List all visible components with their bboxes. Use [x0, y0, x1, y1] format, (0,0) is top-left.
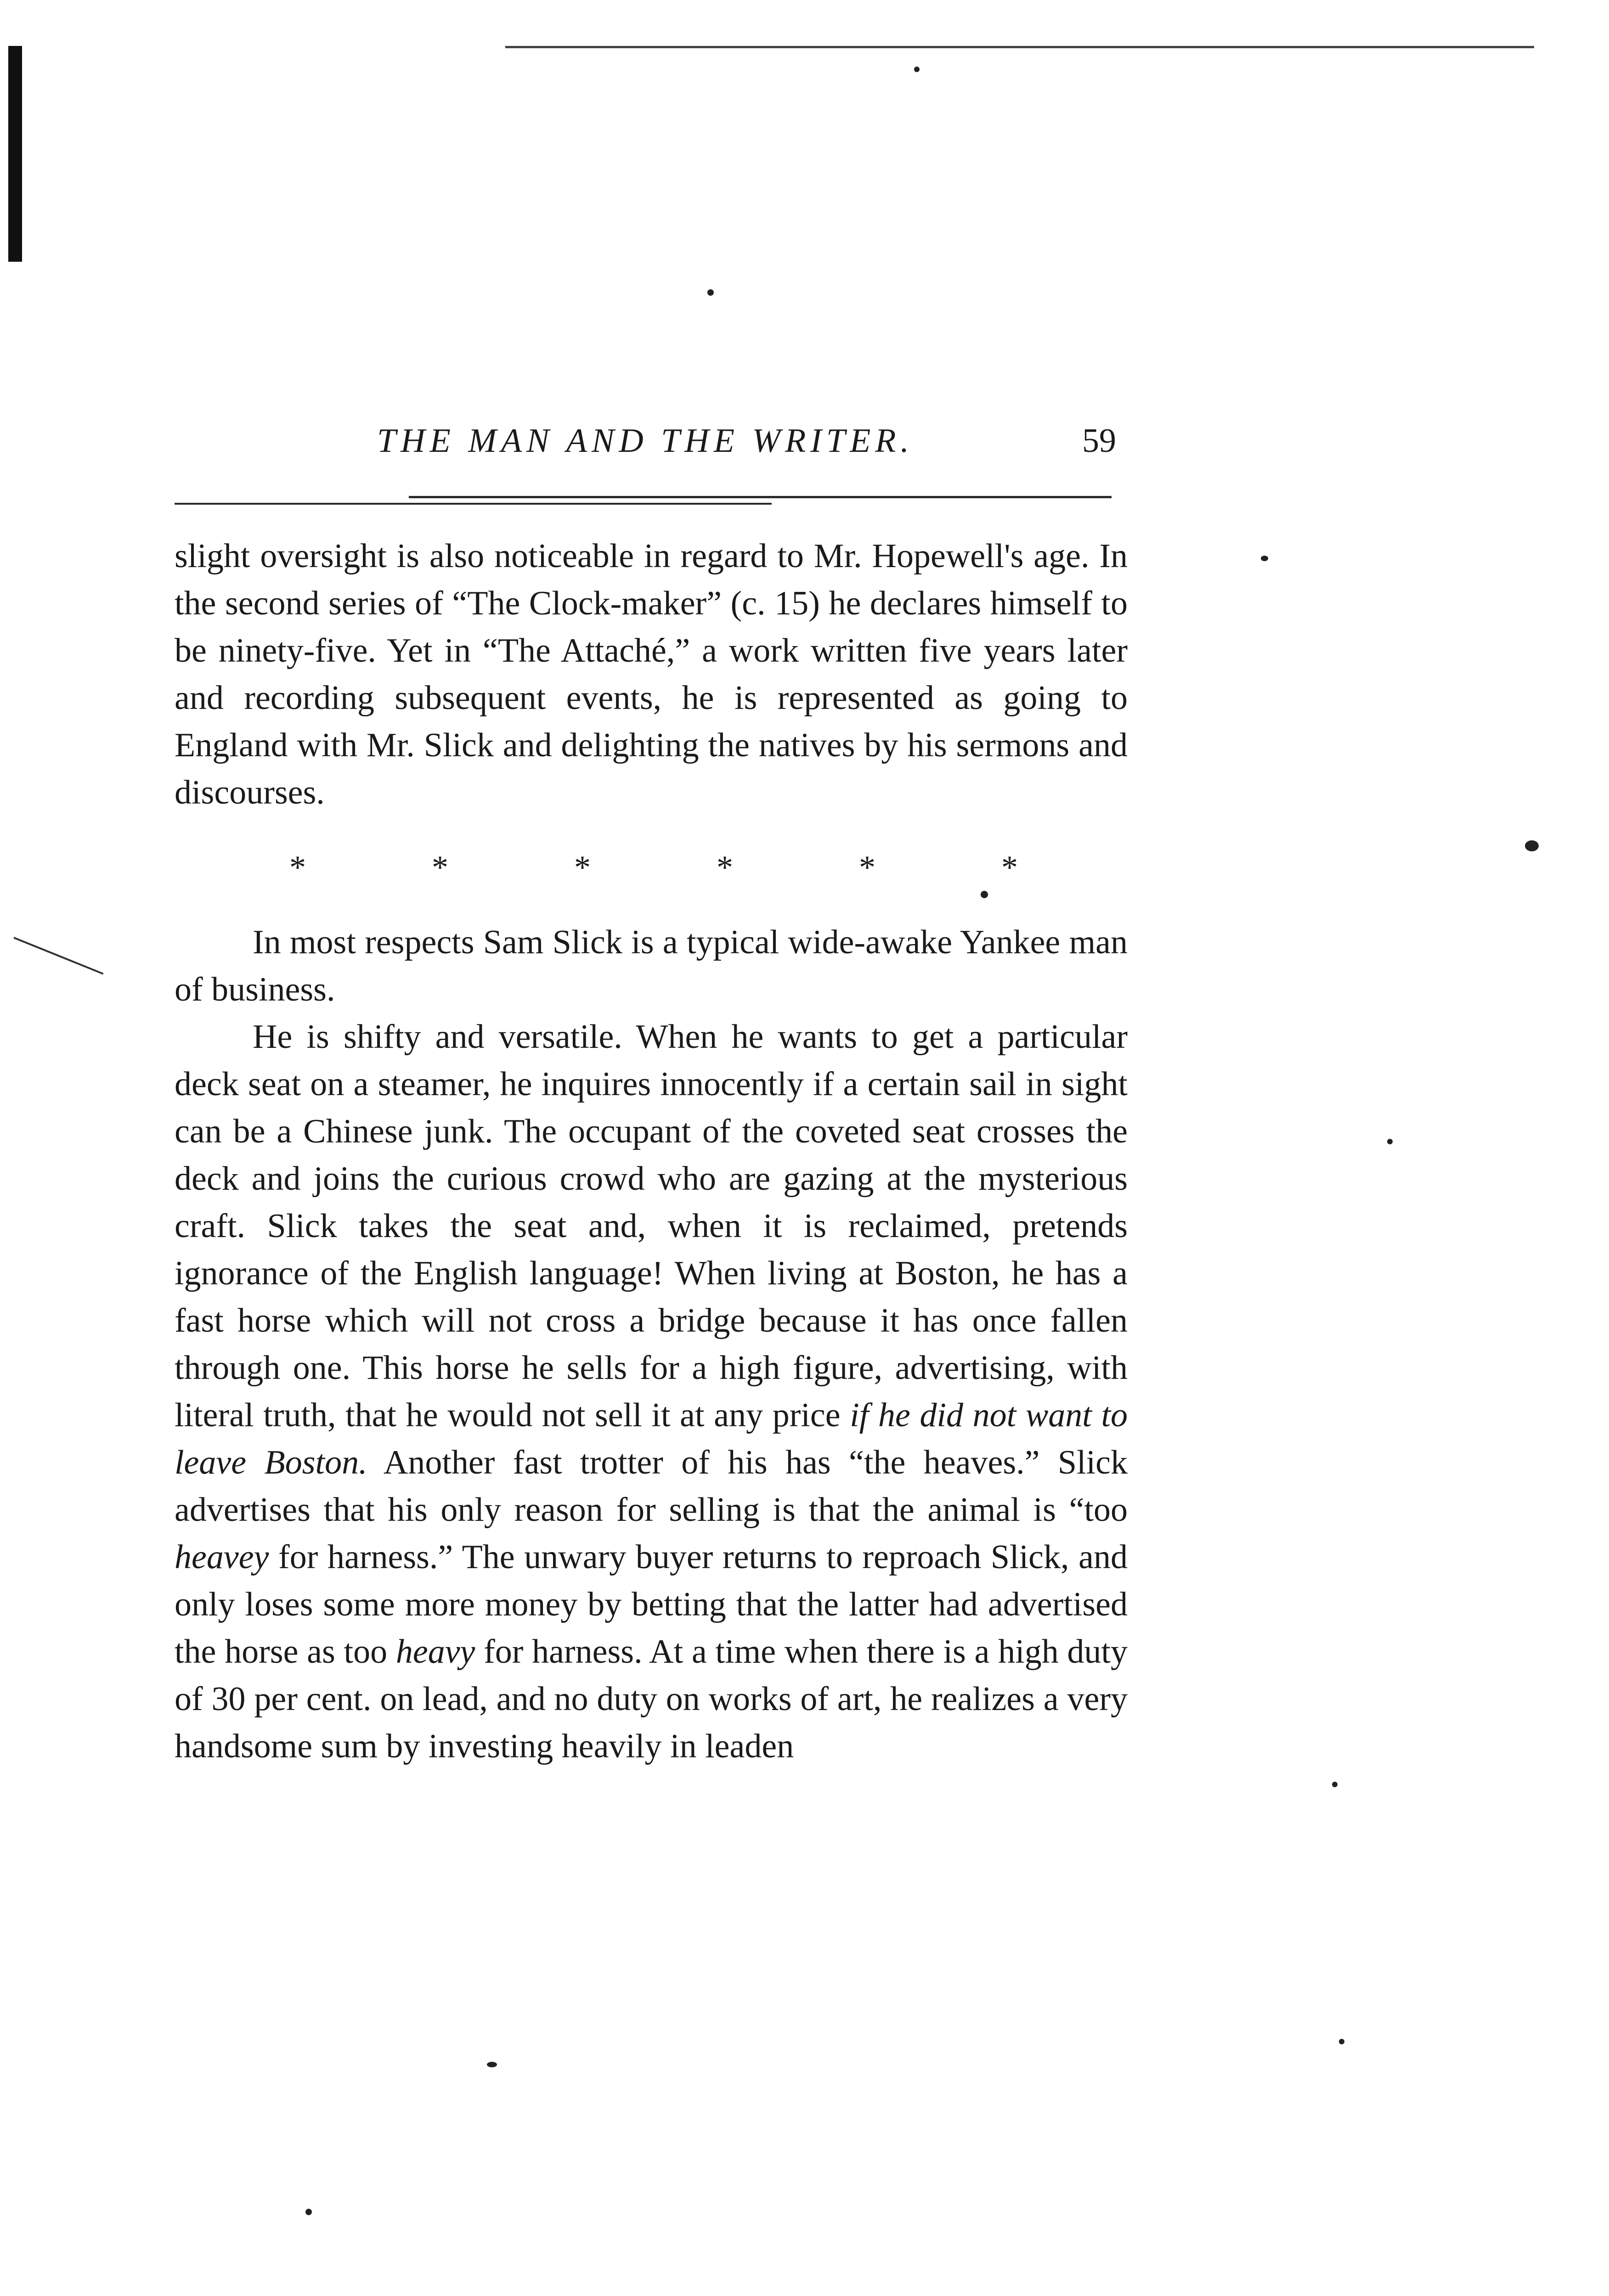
section-separator [175, 844, 1128, 891]
asterisk: * [1001, 849, 1018, 886]
scan-edge-mark [8, 46, 22, 262]
asterisk: * [289, 849, 306, 886]
asterisk: * [574, 849, 591, 886]
italic-text: if he did not want to leave Boston. [175, 1396, 1128, 1481]
paragraph [175, 1013, 1128, 1770]
body-text [175, 533, 1128, 1770]
running-title: THE MAN AND THE WRITER. [377, 422, 914, 460]
paragraph: slight oversight is also noticeable in regard to Mr. Hopewell's age. In the second series of “The Clock-maker” (c. 15) he declares himself to be ninety-five. Yet in “The Attaché,” a work written five years later and recording subsequent events, he is represented as going to England with Mr. Slick and delighting the natives by his sermons and discourses. [175, 537, 1128, 811]
header-rule [409, 496, 1112, 498]
asterisk: * [859, 849, 875, 886]
scan-speck [1387, 1139, 1393, 1144]
italic-text: heavey [175, 1538, 269, 1576]
asterisk: * [432, 849, 448, 886]
asterisk: * [717, 849, 733, 886]
scan-top-line [505, 46, 1534, 48]
page-number: 59 [1082, 422, 1116, 460]
scan-speck [1339, 2039, 1344, 2044]
paragraph-text: Another fast trotter of his has “the heaves.” Slick advertises that his only reason for selling is that the animal is “too [175, 1444, 1128, 1529]
scan-speck [1525, 840, 1539, 851]
scan-speck [707, 289, 714, 296]
running-head [175, 416, 1116, 466]
paragraph: In most respects Sam Slick is a typical wide-awake Yankee man of business. [175, 923, 1128, 1008]
scan-speck [1332, 1782, 1338, 1787]
scan-speck [914, 67, 920, 72]
header-rule [175, 503, 772, 505]
italic-text: heavy [395, 1633, 475, 1671]
scan-speck [487, 2062, 497, 2067]
scan-speck [1261, 556, 1268, 561]
scan-scratch [13, 937, 103, 974]
paragraph-text: for harness.” The unwary buyer returns to reproach Slick, and only loses some more money by betting that the latter had advertised the horse as too [175, 1538, 1128, 1671]
paragraph-text: He is shifty and versatile. When he wants to get a particular deck seat on a steamer, he inquires innocently if a certain sail in sight can be a Chinese junk. The occupant of the coveted seat crosses the deck and joins the curious crowd who are gazing at the mysterious craft. Slick takes the seat and, when it is reclaimed, pretends ignorance of the English language! When living at Boston, he has a fast horse which will not cross a bridge because it has once fallen through one. This horse he sells for a high figure, advertising, with literal truth, that he would not sell it at any price [175, 1018, 1128, 1434]
scan-speck [305, 2209, 312, 2215]
paragraph-text: for harness. At a time when there is a high duty of 30 per cent. on lead, and no duty on works of art, he realizes a very handsome sum by investing heavily in leaden [175, 1633, 1128, 1765]
